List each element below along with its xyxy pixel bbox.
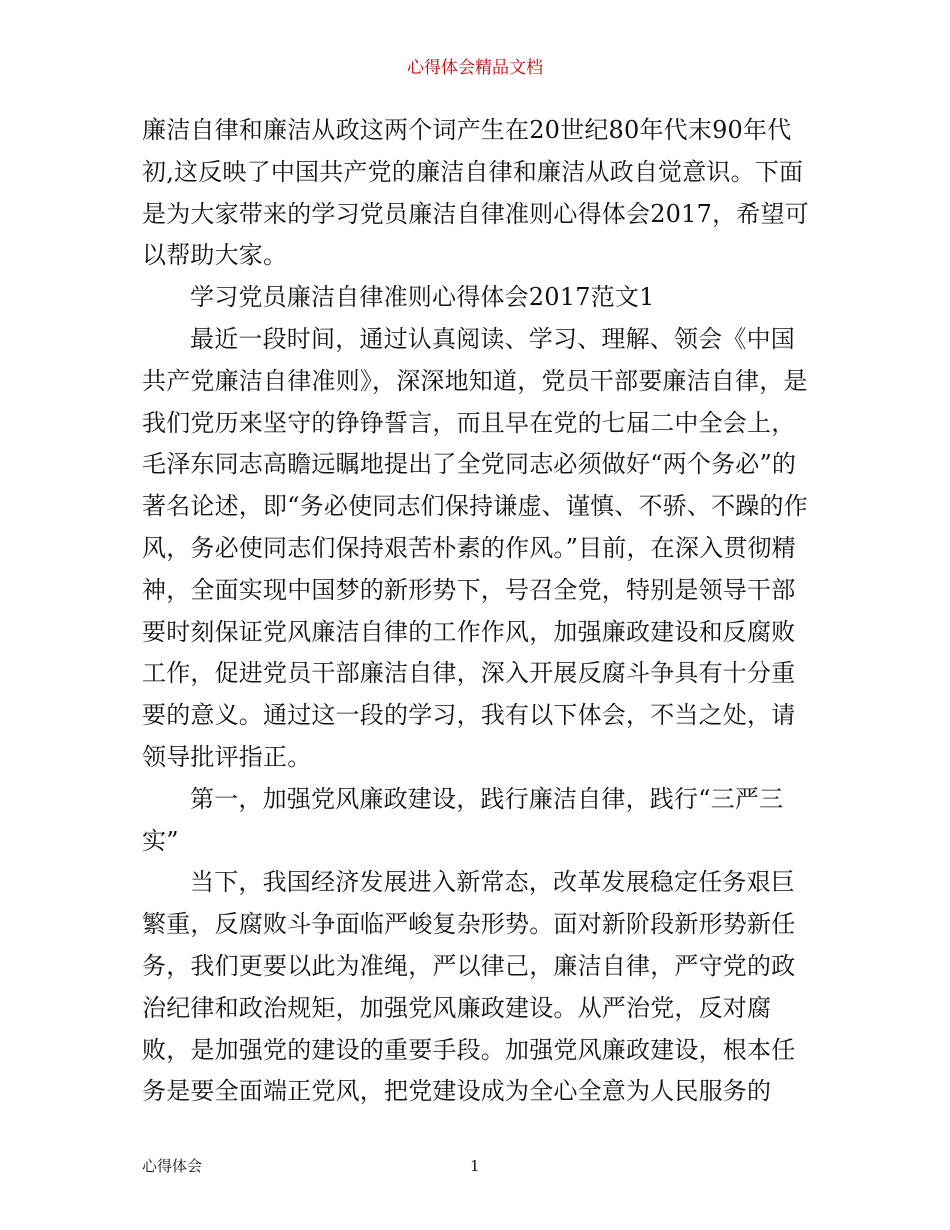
- page-header: 心得体会精品文档: [407, 58, 543, 78]
- page-number: 1: [470, 1157, 480, 1175]
- paragraph-subtitle: 学习党员廉洁自律准则心得体会2017范文1: [190, 283, 655, 312]
- document-body: [142, 110, 814, 1113]
- paragraph-body-2: 当下，我国经济发展进入新常态，改革发展稳定任务艰巨繁重，反腐败斗争面临严峻复杂形势。面对新阶段新形势新任务，我们更要以此为准绳，严以律己，廉洁自律，严守党的政治纪律和政治规矩，加强党风廉政建设。从严治党，反对腐败，是加强党的建设的重要手段。加强党风廉政建设，根本任务是要全面端正党风，把党建设成为全心全意为人民服务的: [142, 868, 796, 1106]
- paragraph-intro: 廉洁自律和廉洁从政这两个词产生在20世纪80年代末90年代初,这反映了中国共产党的廉洁自律和廉洁从政自觉意识。下面是为大家带来的学习党员廉洁自律准则心得体会2017，希望可以帮助大家。: [142, 116, 809, 270]
- paragraph-section-heading: 第一，加强党风廉政建设，践行廉洁自律，践行“三严三实”: [142, 784, 784, 855]
- paragraph-body-1: 最近一段时间，通过认真阅读、学习、理解、领会《中国共产党廉洁自律准则》，深深地知道，党员干部要廉洁自律，是我们党历来坚守的铮铮誓言，而且早在党的七届二中全会上，毛泽东同志高瞻远瞩地提出了全党同志必须做好“两个务必”的著名论述，即“务必使同志们保持谦虚、谨慎、不骄、不躁的作风，务必使同志们保持艰苦朴素的作风。”目前，在深入贯彻精神，全面实现中国梦的新形势下，号召全党，特别是领导干部要时刻保证党风廉洁自律的工作作风，加强廉政建设和反腐败工作，促进党员干部廉洁自律，深入开展反腐斗争具有十分重要的意义。通过这一段的学习，我有以下体会，不当之处，请领导批评指正。: [142, 324, 808, 771]
- footer-label: 心得体会: [142, 1157, 203, 1175]
